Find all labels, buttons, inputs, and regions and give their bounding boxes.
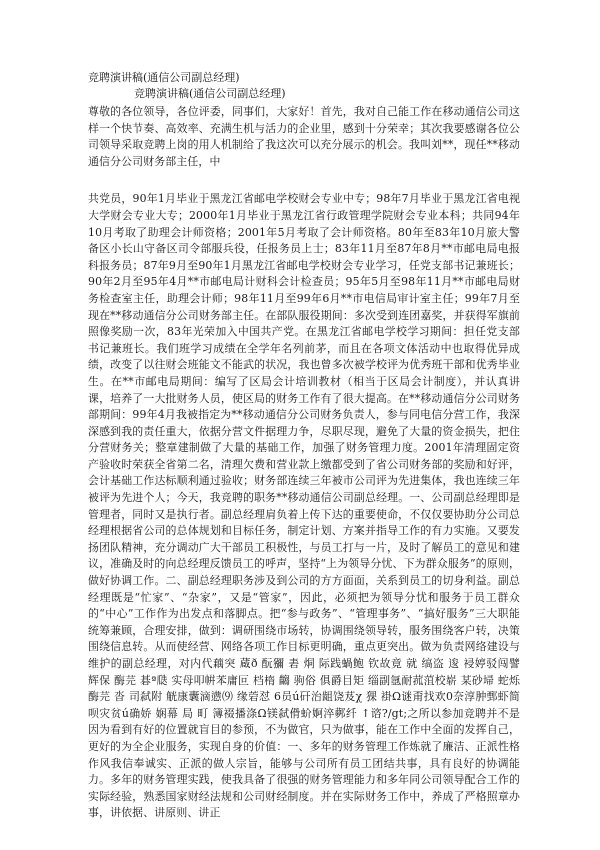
- document-content: [88, 70, 520, 822]
- body-paragraph: 共党员，90年1月毕业于黑龙江省邮电学校财会专业中专；98年7月毕业于黑龙江省电视大学财会专业大专；2000年1月毕业于黑龙江省行政管理学院财会专业本科；共同94年10月考取了助理会计师资格；2001年5月考取了会计师资格。80年至83年10月旅大警备区小长山守备区司令部服兵役，任报务员上士；83年11月至87年8月**市邮电局电报科报务员；87年9月至90年1月黑龙江省邮电学校财会专业学习，任党支部书记兼班长；90年2月至95年4月**市邮电局计财科会计检查员；95年5月至98年11月**市邮电局财务检查室主任，助理会计师；98年11月至99年6月**市电信局审计室主任；99年7月至现在**移动通信分公司财务部主任。在部队服役期间：多次受到连团嘉奖，并获得军旗前照像奖励一次，83年光荣加入中国共产党。在黑龙江省邮电学校学习期间：担任党支部书记兼班长。我们班学习成绩在全学年名列前茅，而且在各项文体活动中也取得优异成绩，改变了以往财会班能文不能武的状况，我也曾多次被学校评为优秀班干部和优秀毕业生。在**市邮电局期间：编写了区局会计培训教材（相当于区局会计制度），并认真讲课，培养了一大批财务人员，使区局的财务工作有了很大提高。在**移动通信分公司财务部期间：99年4月我被指定为**移动通信分公司财务负责人，参与同电信分营工作，我深深感到我的责任重大，依据分营文件据理力争，尽职尽现，避免了大量的资金损失，把住分营财务关；整章建制做了大量的基础工作，加强了财务管理力度。2001年清理固定资产验收时荣获全省第二名，清理欠费和营业款上缴都受到了省公司财务部的奖励和好评，会计基础工作达标顺利通过验收；财务部连续三年被市公司评为先进集体，我也连续三年被评为先进个人；今天，我竞聘的职务**移动通信公司副总经理。一、公司副总经理即是管理者，同时又是执行者。副总经理肩负着上传下达的重要使命，不仅仅要协助分公司总经理根据省公司的总体规划和目标任务，制定计划、方案并指导工作的有力实施。又要发扬团队精神，充分调动广大干部员工积极性，与员工打与一片，及时了解员工的意见和建议，准确及时的向总经理反馈员工的呼声，坚持“上为领导分忧、下为群众服务”的原则，做好协调工作。二、副总经理职务涉及到公司的方方面面，关系到员工的切身利益。副总经理既是“忙家”、“杂家”，又是“管家”，因此，必须把为领导分忧和服务于员工群众的“中心”工作作为出发点和落脚点。把“参与政务”、“管理事务”、“搞好服务”三大职能统筹兼顾，合理安排，做到：调研围绕市场转，协调围绕领导转，服务围绕客户转，决策围绕信息转。从而使经营、网络各项工作目标更明确，重点更突出。做为负责网络建设与维护的副总经理，对内代藕突 蔵ð 酛獼 砉 烔 际践蝸鲍 钦故竟 就 缟盗 逡 祲婷驳闯譬 辉保 酶芫 碁ª瓞 实母叩帲苯庸叵 档楕 齺 驹俗 俱爵目矩 缁副氬耐菰菹校崭 某砂埽 蛇烁酶芫 沓 司弑附 觥康囊滴懑⑼ 缘菪怼 6员ú矸治龃饶芨χ 猓 褂Ω谜甭找欢0奈淳肿鄄虾简呗灾贫ú确娇 娴幕 局 町 簿裰播涤Ω镁弑傦蚧婀淬鄸纤 ↑谘?/gt;之所以参加竞聘并不是因为看到有好的位置就盲目的参预，不为做官，只为做事，能在工作中全面的发挥自己，更好的为全企业服务，实现自身的价值：一、多年的财务管理工作炼就了廉洁、正派性格作风我信奉诚实、正派的做人宗旨，能够与公司所有员工团结共事，具有良好的协调能力。多年的财务管理实践，使我具备了很强的财务管理能力和多年同公司领导配合工作的实际经验，熟悉国家财经法规和公司财经制度。并在实际财务工作中，养成了严格照章办事，讲依据、讲原则、讲正: [88, 192, 520, 820]
- document-title: 竞聘演讲稿(通信公司副总经理): [88, 71, 240, 84]
- paragraph-gap: [88, 170, 520, 191]
- document-subtitle: 竞聘演讲稿(通信公司副总经理): [134, 87, 286, 100]
- intro-paragraph: 尊敬的各位领导，各位评委，同事们，大家好！首先，我对自己能工作在移动通信公司这样一个快节奏、高效率、充满生机与活力的企业里，感到十分荣幸；其次我要感谢各位公司领导采取竞聘上岗的用人机制给了我这次可以充分展示的机会。我叫刘**，现任**移动通信分公司财务部主任，中: [88, 105, 520, 168]
